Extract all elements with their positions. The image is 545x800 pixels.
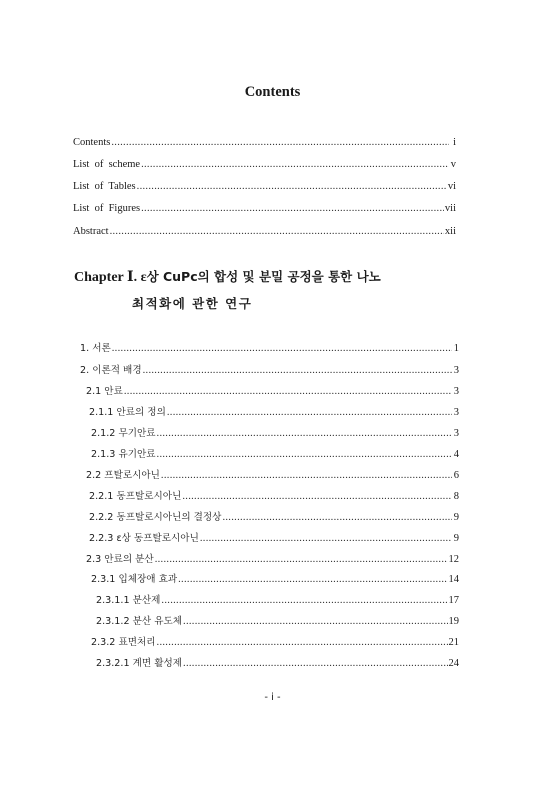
- dot-leader: [141, 158, 449, 172]
- toc-entry-label: Abstract: [73, 226, 109, 237]
- toc-entry-label: Contents: [73, 137, 111, 148]
- toc-entry-label: 2.3.1.1 분산제: [96, 595, 161, 606]
- dot-leader: [157, 636, 448, 650]
- toc-entry-page: 21: [448, 637, 459, 648]
- dot-leader: [183, 657, 447, 671]
- toc-entry-page: 3: [453, 365, 459, 376]
- toc-entry[interactable]: [96, 594, 459, 608]
- toc-entry-label: List of scheme: [73, 159, 141, 170]
- toc-entry-page: 8: [453, 491, 459, 502]
- toc-entry-page: 19: [448, 616, 459, 627]
- dot-leader: [110, 225, 444, 239]
- toc-entry[interactable]: [73, 225, 456, 239]
- dot-leader: [111, 136, 449, 150]
- dot-leader: [157, 427, 452, 441]
- toc-entry-page: v: [450, 159, 456, 170]
- dot-leader: [167, 406, 452, 420]
- toc-entry[interactable]: [80, 342, 459, 356]
- dot-leader: [161, 469, 452, 483]
- toc-entry-page: 24: [448, 658, 459, 669]
- toc-entry-page: i: [453, 137, 456, 148]
- toc-entry-page: 1: [453, 343, 459, 354]
- toc-entry-label: 2.3.1 입체장애 효과: [91, 574, 178, 585]
- toc-entry-page: 3: [453, 386, 459, 397]
- dot-leader: [183, 615, 447, 629]
- dot-leader: [112, 342, 452, 356]
- dot-leader: [222, 511, 452, 525]
- chapter-prefix: Chapter Ⅰ. ε: [74, 270, 147, 285]
- dot-leader: [157, 448, 452, 462]
- toc-entry-label: 2.1.2 무기안료: [91, 428, 156, 439]
- toc-entry-label: 2.3.2.1 계면 활성제: [96, 658, 183, 669]
- chapter-title-line1: 상 CuPc의 합성 및 분밀 공정을 통한 나노: [146, 269, 381, 284]
- toc-entry[interactable]: [96, 615, 459, 629]
- chapter-title-line2: 최적화에 관한 연구: [132, 296, 253, 311]
- toc-entry[interactable]: [89, 532, 459, 546]
- dot-leader: [143, 364, 452, 378]
- toc-entry-label: 2.1.1 안료의 정의: [89, 407, 166, 418]
- toc-entry-page: 6: [453, 470, 459, 481]
- toc-entry[interactable]: [73, 202, 456, 216]
- toc-entry-label: List of Figures: [73, 203, 141, 214]
- toc-entry-page: 9: [453, 533, 459, 544]
- toc-entry-page: 4: [453, 449, 459, 460]
- toc-entry[interactable]: [96, 657, 459, 671]
- toc-entry-label: List of Tables: [73, 181, 136, 192]
- toc-entry-label: 1. 서론: [80, 343, 111, 354]
- toc-entry-page: vi: [447, 181, 456, 192]
- toc-entry-page: 9: [453, 512, 459, 523]
- toc-entry[interactable]: [89, 490, 459, 504]
- toc-entry-label: 2.1.3 유기안료: [91, 449, 156, 460]
- toc-entry[interactable]: [91, 427, 459, 441]
- page-title: Contents: [244, 84, 301, 100]
- dot-leader: [155, 553, 448, 567]
- toc-entry[interactable]: [86, 469, 459, 483]
- toc-entry[interactable]: [73, 136, 456, 150]
- toc-entry-page: 3: [453, 428, 459, 439]
- toc-entry-label: 2.2.1 동프탈로시아닌: [89, 491, 182, 502]
- toc-entry-page: xii: [444, 226, 456, 237]
- toc-entry-label: 2.2.2 동프탈로시아닌의 결정상: [89, 512, 222, 523]
- toc-entry[interactable]: [73, 180, 456, 194]
- toc-entry-label: 2.2 프탈로시아닌: [86, 470, 160, 481]
- toc-entry-label: 2.1 안료: [86, 386, 123, 397]
- toc-entry[interactable]: [86, 385, 459, 399]
- toc-entry-label: 2. 이론적 배경: [80, 365, 142, 376]
- page-number-footer: - i -: [264, 692, 281, 703]
- toc-entry-page: vii: [444, 203, 456, 214]
- toc-entry[interactable]: [80, 364, 459, 378]
- toc-entry[interactable]: [91, 573, 459, 587]
- chapter-heading: [74, 267, 381, 286]
- toc-entry-label: 2.3.1.2 분산 유도체: [96, 616, 183, 627]
- toc-entry-label: 2.3.2 표면처리: [91, 637, 156, 648]
- toc-entry[interactable]: [91, 448, 459, 462]
- toc-entry-page: 14: [448, 574, 459, 585]
- toc-entry-page: 3: [453, 407, 459, 418]
- dot-leader: [124, 385, 452, 399]
- toc-entry-page: 17: [448, 595, 459, 606]
- toc-entry[interactable]: [86, 553, 459, 567]
- toc-entry[interactable]: [91, 636, 459, 650]
- toc-entry[interactable]: [89, 406, 459, 420]
- dot-leader: [137, 180, 447, 194]
- dot-leader: [200, 532, 452, 546]
- toc-entry[interactable]: [73, 158, 456, 172]
- dot-leader: [161, 594, 447, 608]
- toc-entry[interactable]: [89, 511, 459, 525]
- dot-leader: [141, 202, 444, 216]
- toc-entry-label: 2.3 안료의 분산: [86, 554, 154, 565]
- toc-entry-label: 2.2.3 ε상 동프탈로시아닌: [89, 533, 199, 544]
- dot-leader: [178, 573, 447, 587]
- dot-leader: [182, 490, 452, 504]
- toc-entry-page: 12: [448, 554, 459, 565]
